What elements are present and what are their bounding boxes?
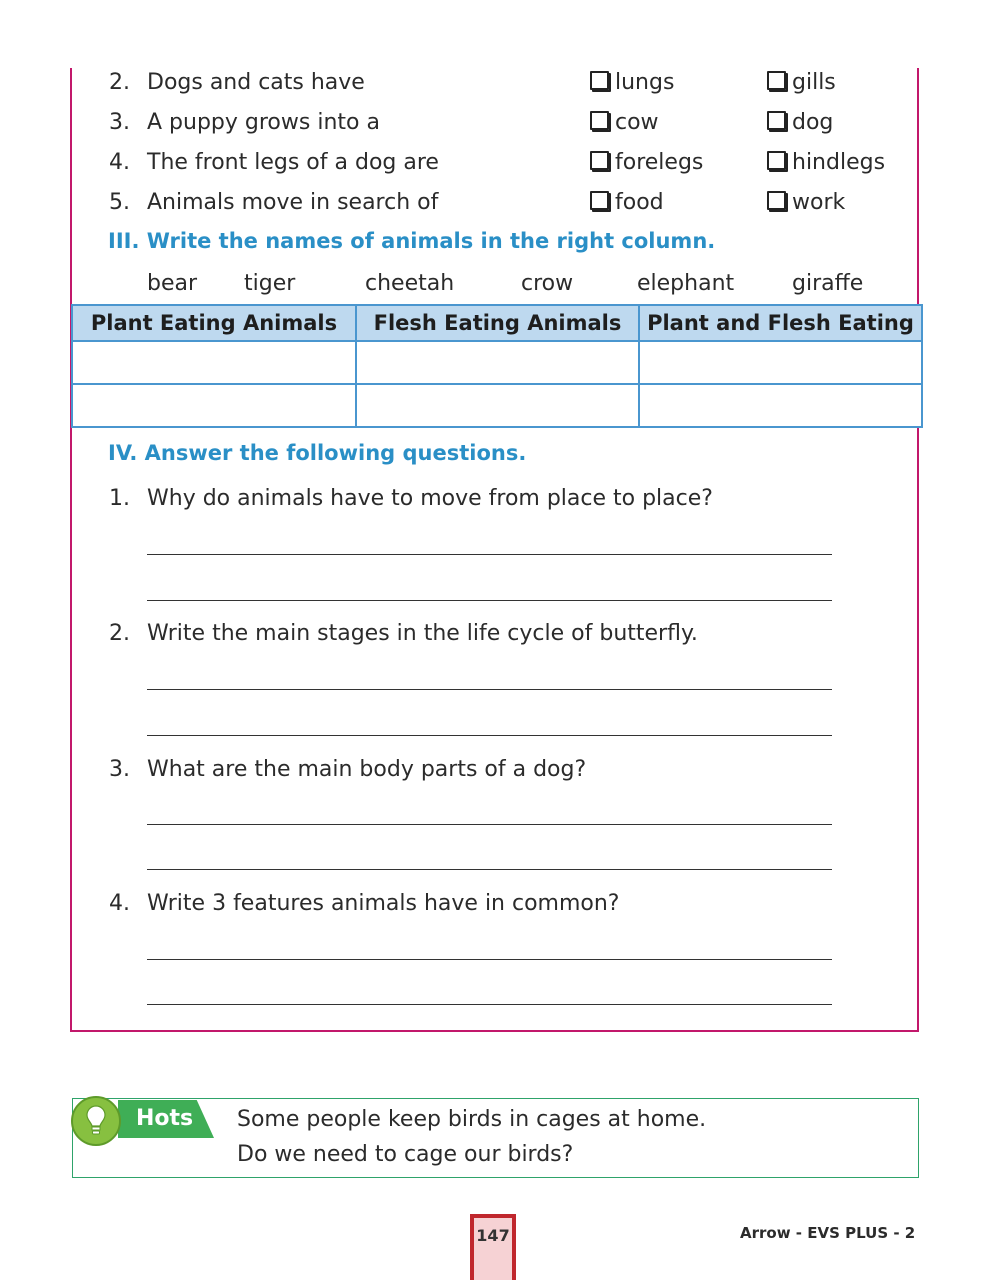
checkbox-icon[interactable] [767,151,786,170]
checkbox-icon[interactable] [590,191,609,210]
question-number: 2. [109,621,130,646]
page-number: 147 [476,1226,510,1245]
table-row [72,341,922,384]
answer-line[interactable] [147,600,832,601]
word-bank-item: crow [521,271,574,296]
question-number: 4. [109,891,130,916]
word-bank-item: elephant [637,271,735,296]
option-checkbox[interactable] [590,150,703,176]
option-label: food [615,190,664,215]
option-label: lungs [615,70,675,95]
answer-cell[interactable] [639,341,922,384]
question-text: A puppy grows into a [147,110,380,135]
checkbox-icon[interactable] [767,71,786,90]
question-text: Write 3 features animals have in common? [147,891,620,916]
column-header: Plant Eating Animals [72,305,356,341]
page-frame-bottom [70,1030,919,1032]
option-checkbox[interactable] [767,70,836,96]
option-checkbox[interactable] [590,110,659,136]
option-checkbox[interactable] [590,190,664,216]
section-heading: III. Write the names of animals in the right column. [108,229,716,253]
question-text: The front legs of a dog are [147,150,439,175]
checkbox-icon[interactable] [590,151,609,170]
option-checkbox[interactable] [767,190,845,216]
answer-cell[interactable] [356,341,639,384]
option-label: forelegs [615,150,704,175]
answer-line[interactable] [147,554,832,555]
answer-cell[interactable] [356,384,639,427]
option-label: work [792,190,846,215]
book-title: Arrow - EVS PLUS - 2 [740,1224,916,1242]
answer-line[interactable] [147,824,832,825]
option-checkbox[interactable] [767,110,833,136]
option-label: cow [615,110,659,135]
word-bank-item: tiger [244,271,296,296]
question-text: Write the main stages in the life cycle of butterfly. [147,621,698,646]
checkbox-icon[interactable] [767,111,786,130]
option-label: hindlegs [792,150,886,175]
animal-classification-table [71,304,923,428]
page-frame-right [917,68,919,1032]
question-number: 3. [109,110,130,135]
word-bank-item: bear [147,271,198,296]
table-header-row [72,305,922,341]
word-bank-item: giraffe [792,271,864,296]
answer-line[interactable] [147,959,832,960]
column-header: Plant and Flesh Eating [639,305,922,341]
checkbox-icon[interactable] [590,111,609,130]
column-header: Flesh Eating Animals [356,305,639,341]
answer-cell[interactable] [72,384,356,427]
answer-line[interactable] [147,1004,832,1005]
checkbox-icon[interactable] [590,71,609,90]
answer-line[interactable] [147,869,832,870]
question-number: 3. [109,757,130,782]
option-checkbox[interactable] [590,70,674,96]
hots-question: Do we need to cage our birds? [237,1142,574,1167]
table-row [72,384,922,427]
option-label: dog [792,110,834,135]
answer-cell[interactable] [72,341,356,384]
question-number: 5. [109,190,130,215]
option-label: gills [792,70,836,95]
question-text: Dogs and cats have [147,70,365,95]
page-frame-left [70,68,72,1032]
question-number: 1. [109,486,130,511]
hots-question: Some people keep birds in cages at home. [237,1107,707,1132]
question-number: 2. [109,70,130,95]
section-heading: IV. Answer the following questions. [108,441,527,465]
answer-line[interactable] [147,689,832,690]
answer-cell[interactable] [639,384,922,427]
question-text: What are the main body parts of a dog? [147,757,587,782]
option-checkbox[interactable] [767,150,885,176]
lightbulb-icon [85,1104,107,1138]
word-bank-item: cheetah [365,271,455,296]
question-text: Animals move in search of [147,190,439,215]
checkbox-icon[interactable] [767,191,786,210]
page-number-box [470,1214,516,1280]
answer-line[interactable] [147,735,832,736]
question-number: 4. [109,150,130,175]
question-text: Why do animals have to move from place to place? [147,486,713,511]
hots-label: Hots [136,1106,194,1131]
